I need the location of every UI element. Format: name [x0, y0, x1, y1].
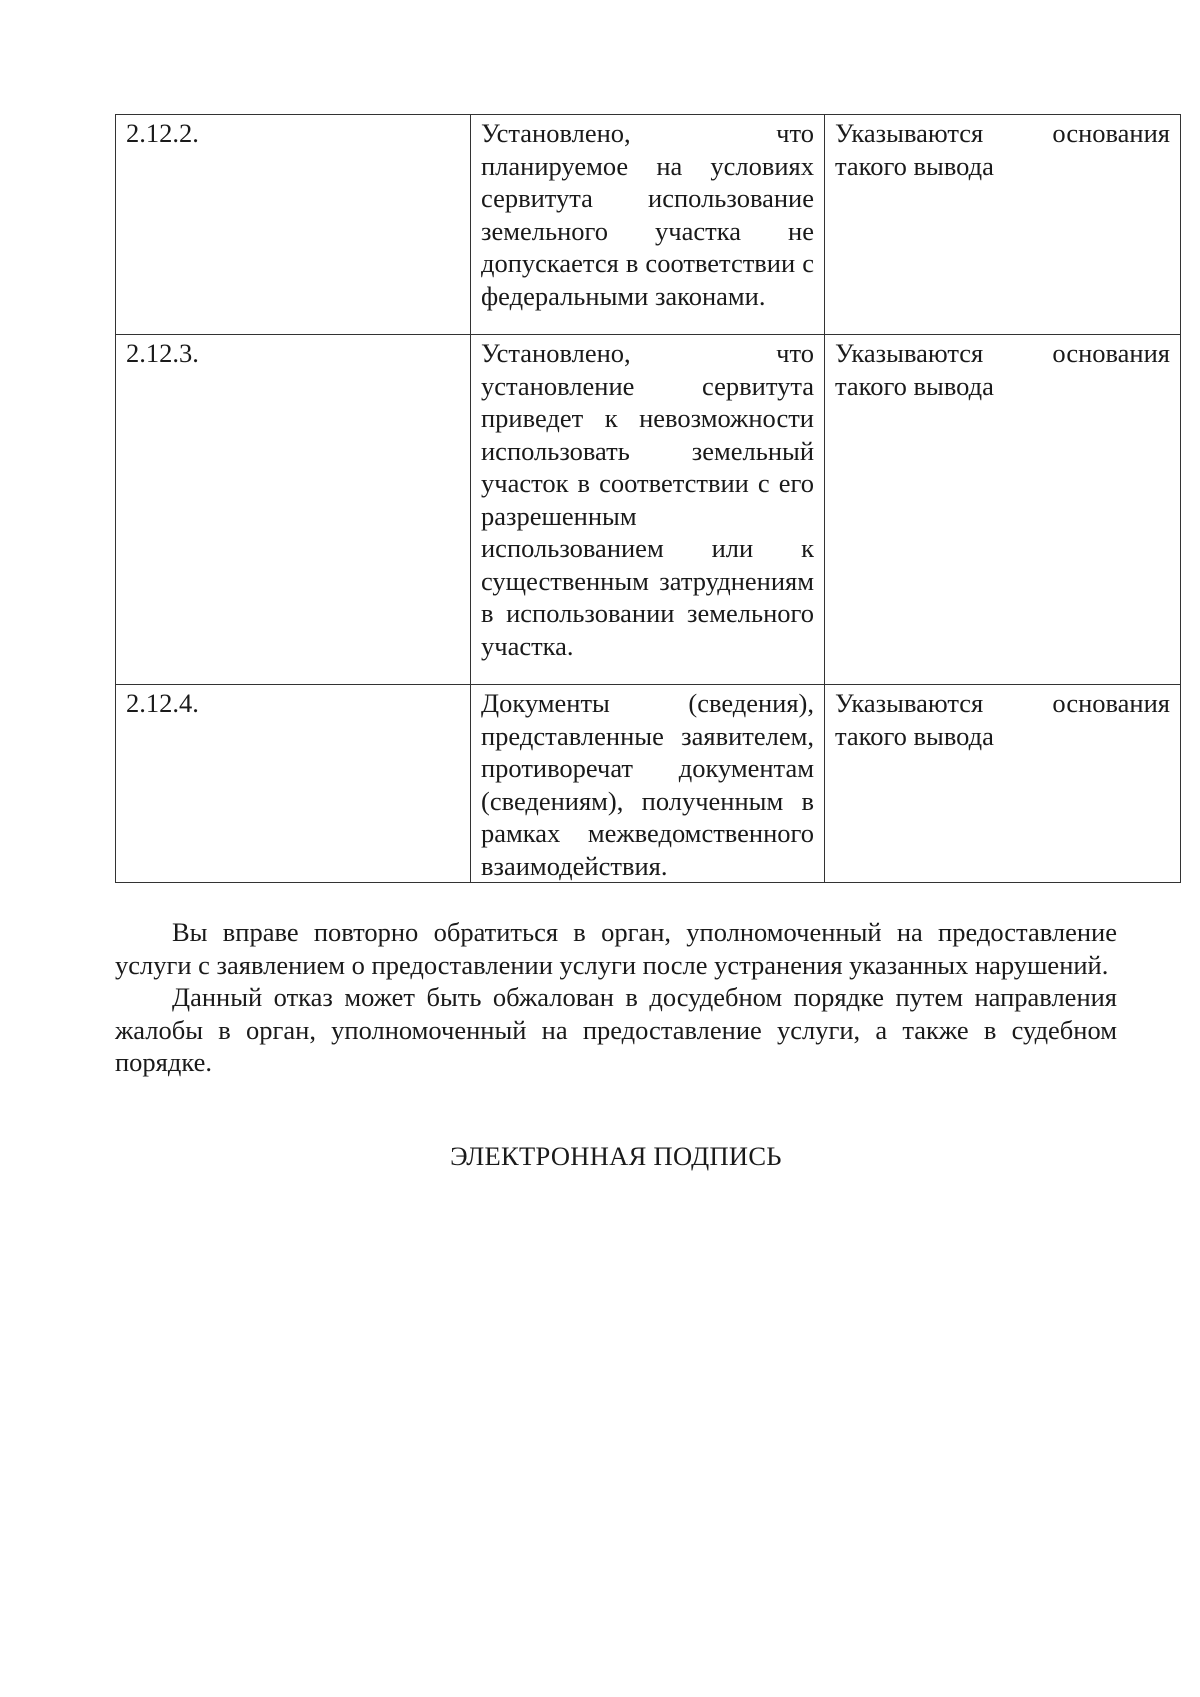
refusal-reason-text: Установлено, что установление сервитута приведет к невозможности использовать земельный участок в соответствии с его разрешенным использованием или к существенным затруднениям в использовании земельного участка. — [481, 338, 814, 661]
reason-explanation-text: Указываются основания такого вывода — [835, 118, 1170, 181]
table-row — [116, 685, 1181, 883]
reason-explanation-text: Указываются основания такого вывода — [835, 338, 1170, 401]
refusal-reason — [471, 115, 825, 335]
refusal-reason-text: Установлено, что планируемое на условиях сервитута использование земельного участка не допускается в соответствии с федеральными законами. — [481, 118, 814, 311]
refusal-reason — [471, 685, 825, 883]
reason-explanation-text: Указываются основания такого вывода — [835, 688, 1170, 751]
reason-explanation — [825, 335, 1181, 685]
refusal-reason — [471, 335, 825, 685]
electronic-signature: ЭЛЕКТРОННАЯ ПОДПИСЬ — [450, 1140, 782, 1171]
reason-explanation — [825, 685, 1181, 883]
row-number: 2.12.4. — [116, 685, 471, 883]
row-number: 2.12.3. — [116, 335, 471, 685]
refusal-reason-text: Документы (сведения), представленные заявителем, противоречат документам (сведениям), полученным в рамках межведомственного взаимодействия. — [481, 688, 814, 881]
reapply-paragraph: Вы вправе повторно обратиться в орган, уполномоченный на предоставление услуги с заявлением о предоставлении услуги после устранения указанных нарушений. — [115, 917, 1117, 980]
refusal-reasons-table — [115, 114, 1181, 883]
table-row — [116, 115, 1181, 335]
document-page — [115, 114, 1170, 1172]
table-row — [116, 335, 1181, 685]
body-text — [115, 916, 1117, 1079]
reason-explanation — [825, 115, 1181, 335]
appeal-paragraph: Данный отказ может быть обжалован в досудебном порядке путем направления жалобы в орган, уполномоченный на предоставление услуги, а также в судебном порядке. — [115, 982, 1117, 1077]
row-number: 2.12.2. — [116, 115, 471, 335]
